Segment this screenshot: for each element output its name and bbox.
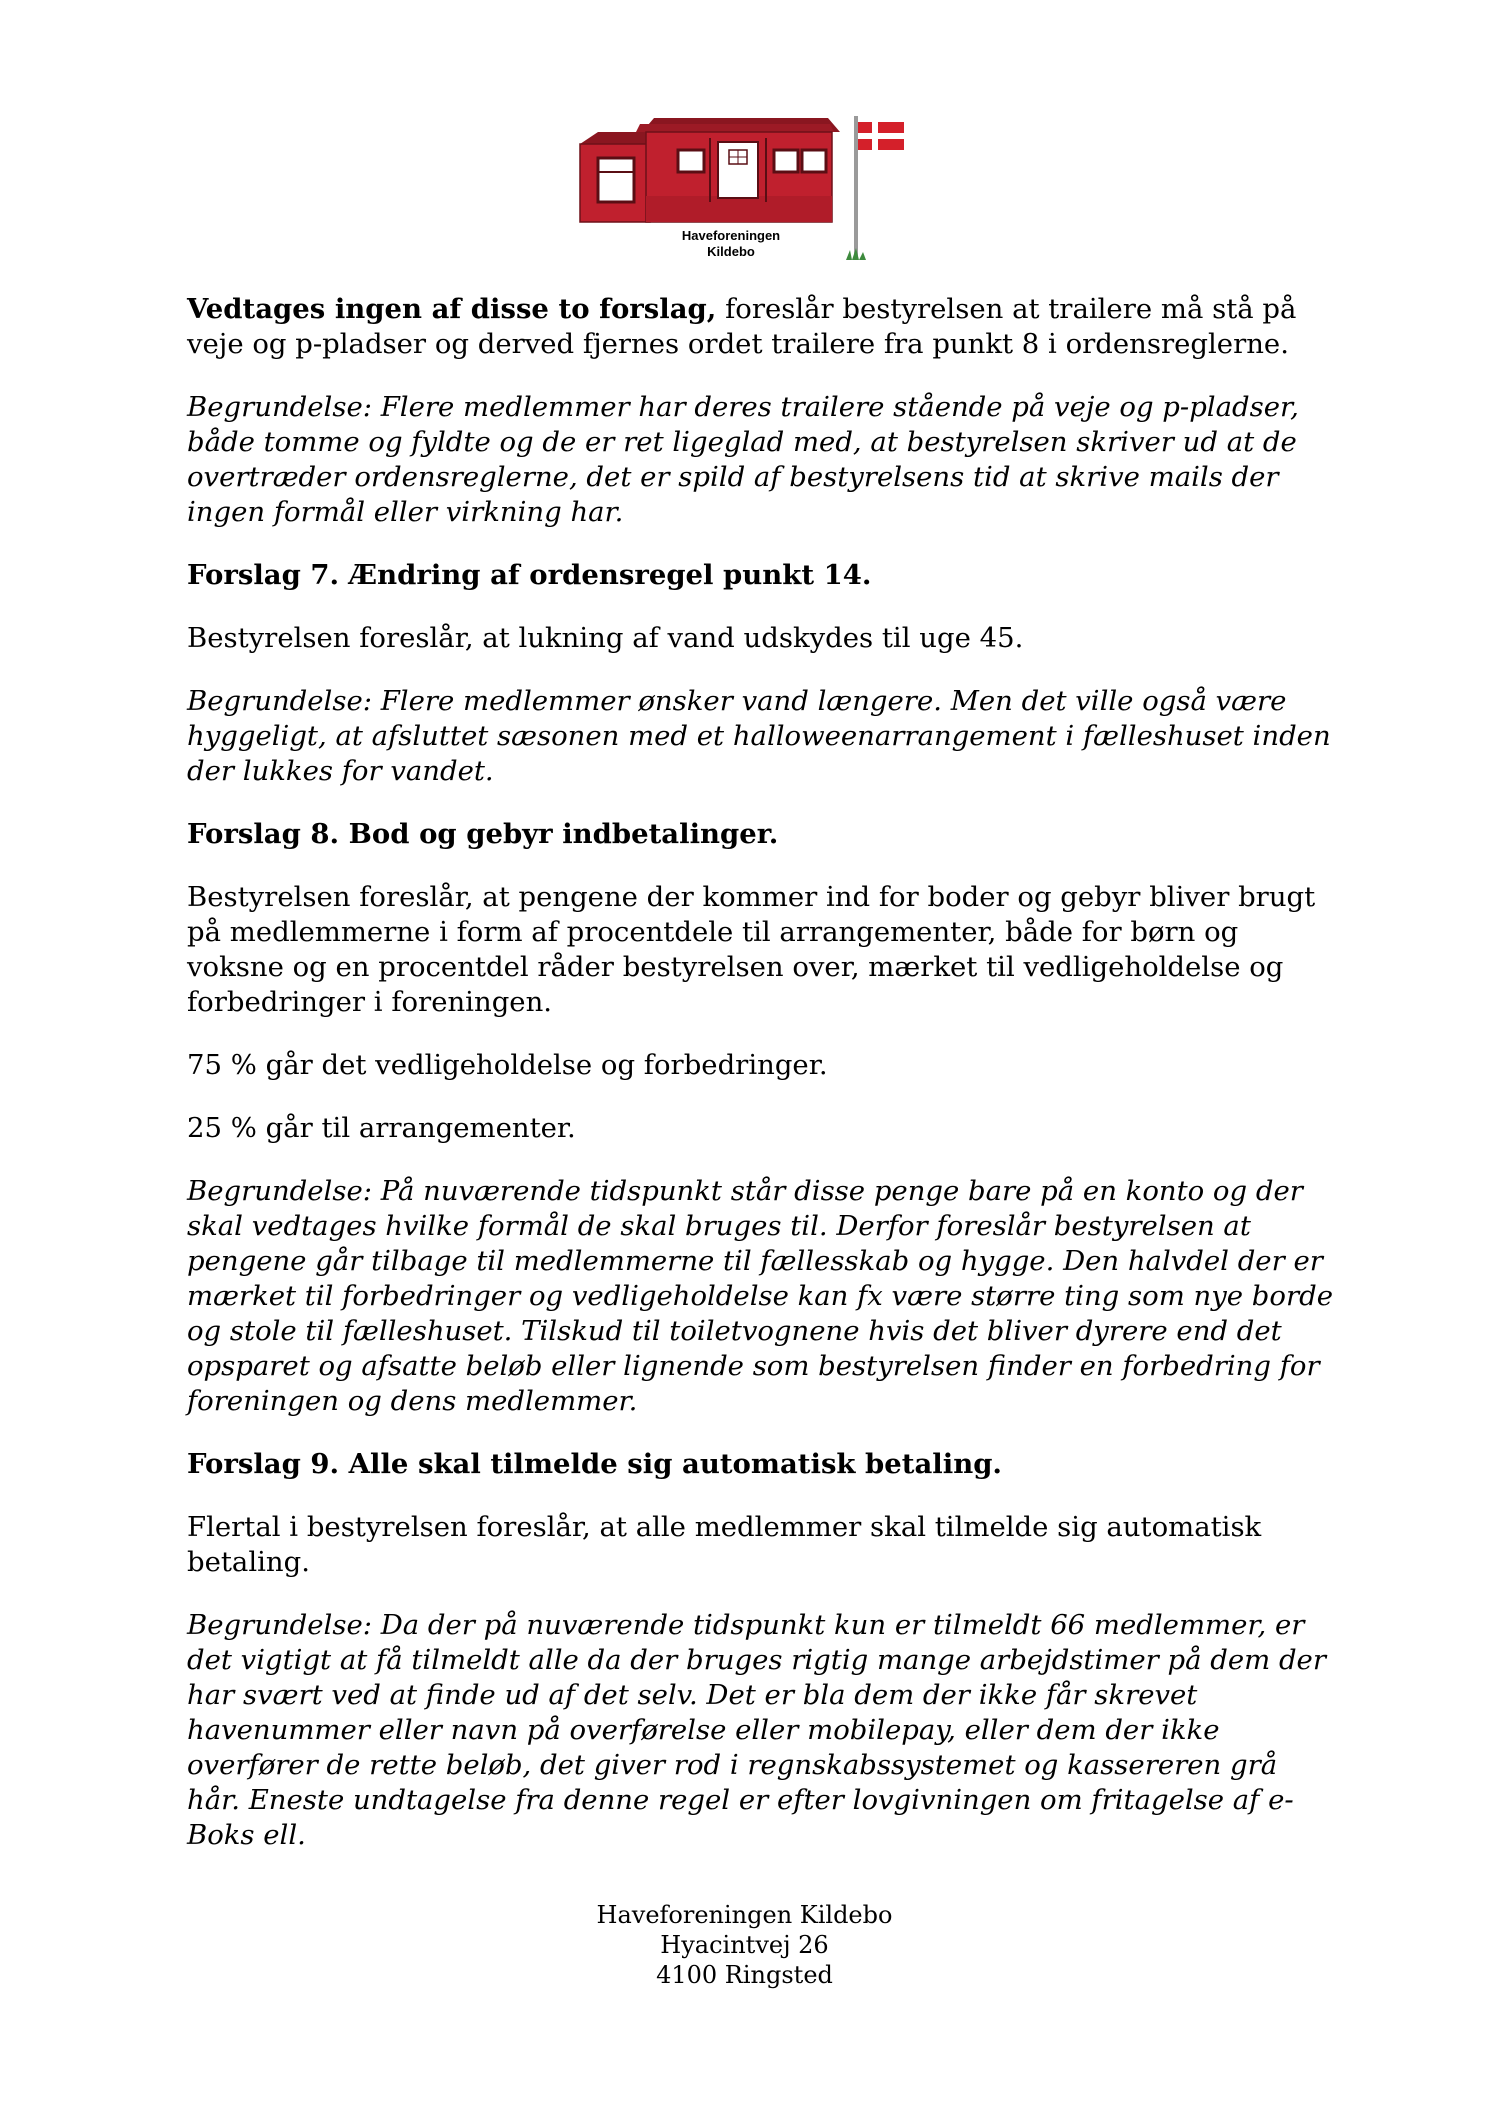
footer-name: Haveforeningen Kildebo (596, 1901, 893, 1929)
intro-text: foreslår bestyrelsen at trailere må stå på veje og p-pladser og derved fjernes ordet trailere fra punkt 8 i ordensreglerne. (187, 293, 1297, 360)
window-icon (802, 150, 826, 172)
intro-bold-lead: Vedtages ingen af disse to forslag, (187, 293, 717, 325)
window-icon (598, 158, 634, 202)
logo-text-line1: Haveforeningen (681, 228, 781, 243)
intro-reason: Begrundelse: Flere medlemmer har deres trailere stående på veje og p-pladser, både tomme og fyldte og de er ret ligeglad med, at bestyrelsen skriver ud at de overtræder ordensreglerne, det er spild af bestyrelsens tid at skrive mails der ingen formål eller virkning har. (187, 391, 1299, 528)
window-icon (774, 150, 798, 172)
forslag7-text: Bestyrelsen foreslår, at lukning af vand udskydes til uge 45. (187, 622, 1024, 654)
window-icon (678, 150, 704, 172)
page-footer (0, 1900, 1489, 1990)
grass-icon (846, 248, 866, 260)
forslag9-heading: Forslag 9. Alle skal tilmelde sig automatisk betaling. (187, 1448, 1002, 1480)
document-body (187, 292, 1337, 1881)
intro-paragraph (187, 292, 1337, 362)
flag-pole (854, 116, 858, 260)
logo-text-line2: Kildebo (707, 244, 755, 259)
forslag8-heading: Forslag 8. Bod og gebyr indbetalinger. (187, 818, 779, 850)
association-logo (578, 112, 918, 262)
forslag8-line-a: 75 % går det vedligeholdelse og forbedringer. (187, 1049, 828, 1081)
forslag8-line-b: 25 % går til arrangementer. (187, 1112, 576, 1144)
footer-street: Hyacintvej 26 (660, 1931, 829, 1959)
forslag9-reason: Begrundelse: Da der på nuværende tidspunkt kun er tilmeldt 66 medlemmer, er det vigtigt at få tilmeldt alle da der bruges rigtig mange arbejdstimer på dem der har svært ved at finde ud af det selv. Det er bla dem der ikke får skrevet havenummer eller navn på overførelse eller mobilepay, eller dem der ikke overfører de rette beløb, det giver rod i regnskabssystemet og kassereren grå hår. Eneste undtagelse fra denne regel er efter lovgivningen om fritagelse af e-Boks ell. (187, 1609, 1326, 1851)
forslag7-reason: Begrundelse: Flere medlemmer ønsker vand længere. Men det ville også være hyggeligt, at afsluttet sæsonen med et halloweenarrangement i fælleshuset inden der lukkes for vandet. (187, 685, 1331, 787)
forslag7-heading: Forslag 7. Ændring af ordensregel punkt 14. (187, 559, 872, 591)
forslag9-text: Flertal i bestyrelsen foreslår, at alle medlemmer skal tilmelde sig automatisk betaling. (187, 1511, 1262, 1578)
footer-city: 4100 Ringsted (656, 1961, 833, 1989)
forslag8-text: Bestyrelsen foreslår, at pengene der kommer ind for boder og gebyr bliver brugt på medlemmerne i form af procentdele til arrangementer, både for børn og voksne og en procentdel råder bestyrelsen over, mærket til vedligeholdelse og forbedringer i foreningen. (187, 881, 1316, 1018)
forslag8-reason: Begrundelse: På nuværende tidspunkt står disse penge bare på en konto og der skal vedtages hvilke formål de skal bruges til. Derfor foreslår bestyrelsen at pengene går tilbage til medlemmerne til fællesskab og hygge. Den halvdel der er mærket til forbedringer og vedligeholdelse kan fx være større ting som nye borde og stole til fælleshuset. Tilskud til toiletvognene hvis det bliver dyrere end det opsparet og afsatte beløb eller lignende som bestyrelsen finder en forbedring for foreningen og dens medlemmer. (187, 1175, 1333, 1417)
left-roof (580, 132, 650, 144)
